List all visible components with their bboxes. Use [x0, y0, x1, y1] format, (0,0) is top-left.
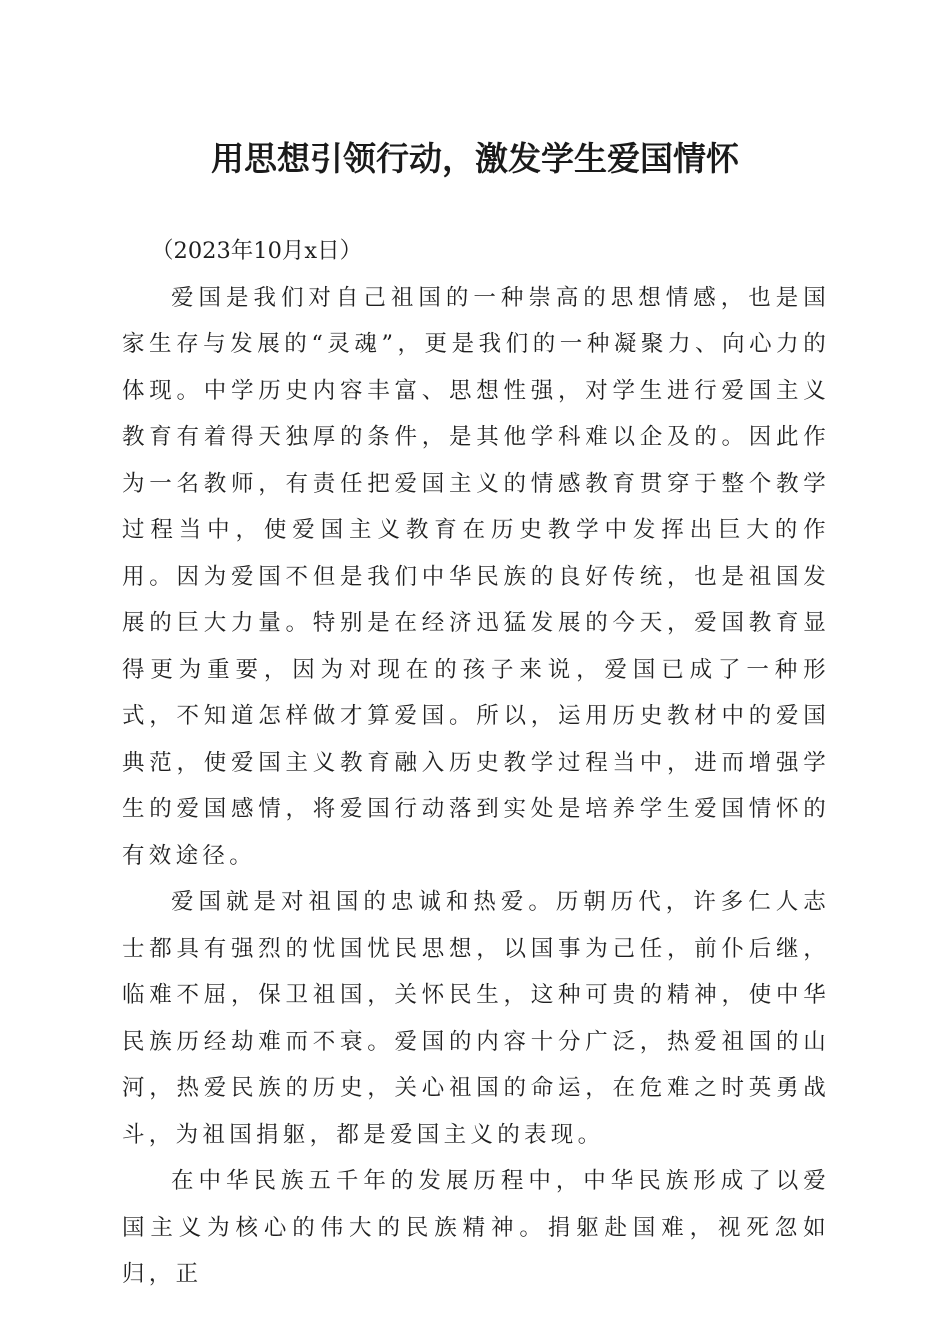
- paragraph: 爱国就是对祖国的忠诚和热爱。历朝历代，许多仁人志士都具有强烈的忧国忧民思想，以国事为己任，前仆后继，临难不屈，保卫祖国，关怀民生，这种可贵的精神，使中华民族历经劫难而不衰。爱国的内容十分广泛，热爱祖国的山河，热爱民族的历史，关心祖国的命运，在危难之时英勇战斗，为祖国捐躯，都是爱国主义的表现。: [122, 889, 830, 1148]
- document-date: （2023年10月x日）: [151, 238, 363, 264]
- paragraph: 在中华民族五千年的发展历程中，中华民族形成了以爱国主义为核心的伟大的民族精神。捐躯赴国难，视死忽如归，正: [122, 1168, 830, 1287]
- paragraph: 爱国是我们对自己祖国的一种崇高的思想情感，也是国家生存与发展的“灵魂”，更是我们的一种凝聚力、向心力的体现。中学历史内容丰富、思想性强，对学生进行爱国主义教育有着得天独厚的条件，是其他学科难以企及的。因此作为一名教师，有责任把爱国主义的情感教育贯穿于整个教学过程当中，使爱国主义教育在历史教学中发挥出巨大的作用。因为爱国不但是我们中华民族的良好传统，也是祖国发展的巨大力量。特别是在经济迅猛发展的今天，爱国教育显得更为重要，因为对现在的孩子来说，爱国已成了一种形式，不知道怎样做才算爱国。所以，运用历史教材中的爱国典范，使爱国主义教育融入历史教学过程当中，进而增强学生的爱国感情，将爱国行动落到实处是培养学生爱国情怀的有效途径。: [122, 284, 830, 869]
- document-title: 用思想引领行动，激发学生爱国情怀: [211, 139, 739, 178]
- document-body: [122, 228, 830, 1298]
